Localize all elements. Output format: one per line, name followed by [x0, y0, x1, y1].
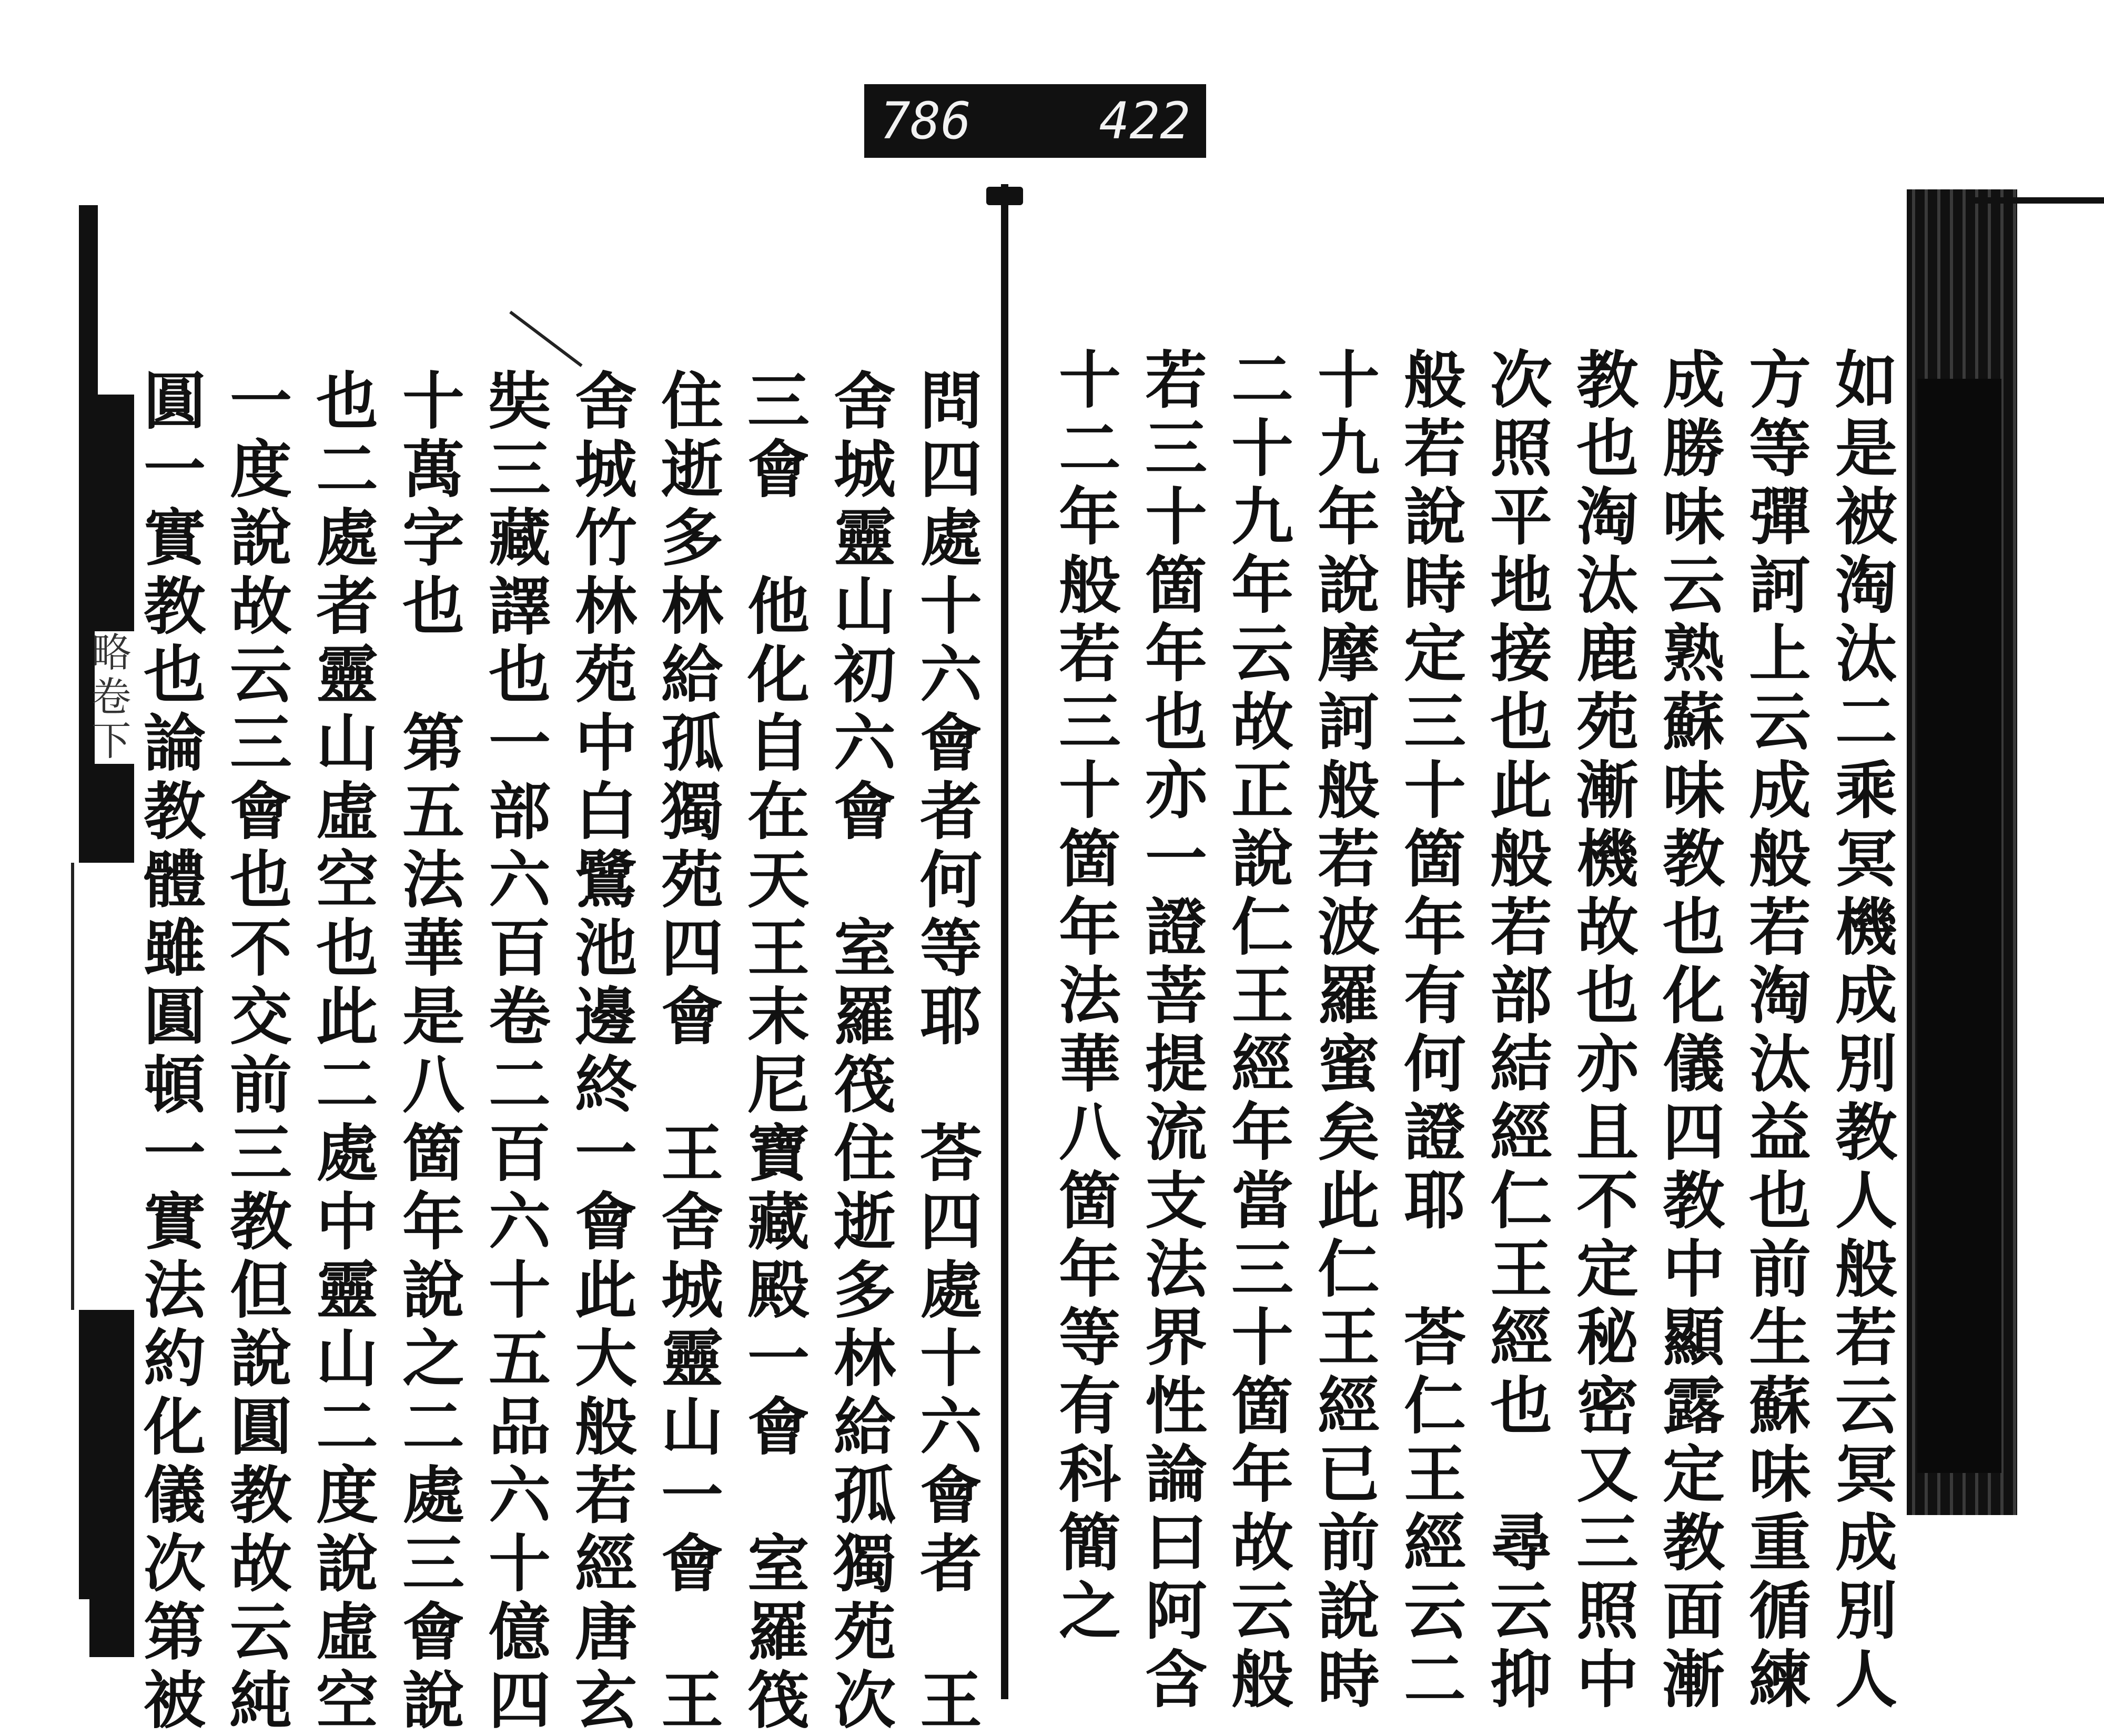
spine-cap	[986, 187, 1023, 205]
margin-chapter-label: 略卷下	[95, 631, 137, 764]
text-column: 二十九年云故正說仁王經年當三十箇年故云般	[1221, 347, 1294, 1715]
text-column: 圓一實教也論教體雖圓頓一實法約化儀次第被	[133, 368, 206, 1736]
text-column: 十萬字也 第五法華是八箇年說之二處三會說	[392, 368, 465, 1736]
text-column: 奘三藏譯也一部六百卷二百六十五品六十億四	[478, 368, 551, 1736]
text-column: 次照平地接也此般若部結經仁王經也 尋云抑	[1480, 347, 1553, 1715]
text-column: 若三十箇年也亦一證菩提流支法界性論曰阿含	[1135, 347, 1208, 1715]
ink-stroke-mark	[509, 311, 582, 367]
text-column: 方等彈訶上云成般若淘汰益也前生蘇味重循練	[1738, 347, 1812, 1715]
right-edge-top-line	[1967, 197, 2104, 204]
text-column: 十二年般若三十箇年法華八箇年等有科簡之	[1048, 347, 1121, 1647]
left-page-text	[133, 368, 989, 1736]
text-column: 一度說故云三會也不交前三教但說圓教故云純	[219, 368, 292, 1736]
text-column: 問四處十六會者何等耶 荅四處十六會者 王	[909, 368, 983, 1736]
archive-label	[864, 84, 1206, 158]
archive-number-left: 786	[880, 92, 972, 150]
text-column: 教也淘汰鹿苑漸機故也亦且不定秘密又三照中	[1566, 347, 1639, 1715]
book-spine	[1001, 184, 1008, 1699]
text-column: 成勝味云熟蘇味教也化儀四教中顯露定教面漸	[1652, 347, 1725, 1715]
text-column: 如是被淘汰二乘冥機成別教人般若云冥成別人	[1825, 347, 1898, 1715]
text-column: 也二處者靈山虛空也此二處中靈山二度說虛空	[306, 368, 379, 1736]
text-column: 三會 他化自在天王末尼寶藏殿一會 室羅筏	[737, 368, 810, 1736]
text-column: 舍城竹林苑中白鷺池邊終一會此大般若經唐玄	[564, 368, 638, 1736]
right-edge-tab	[1917, 379, 2001, 1473]
text-column: 般若說時定三十箇年有何證耶 荅仁王經云二	[1393, 347, 1466, 1715]
text-column: 舍城靈山初六會 室羅筏住逝多林給孤獨苑次	[823, 368, 896, 1736]
archive-number-right: 422	[1099, 92, 1190, 150]
right-page-text	[1048, 347, 1904, 1715]
text-column: 十九年說摩訶般若波羅蜜矣此仁王經已前說時	[1307, 347, 1380, 1715]
text-column: 住逝多林給孤獨苑四會 王舍城靈山一會 王	[651, 368, 724, 1736]
